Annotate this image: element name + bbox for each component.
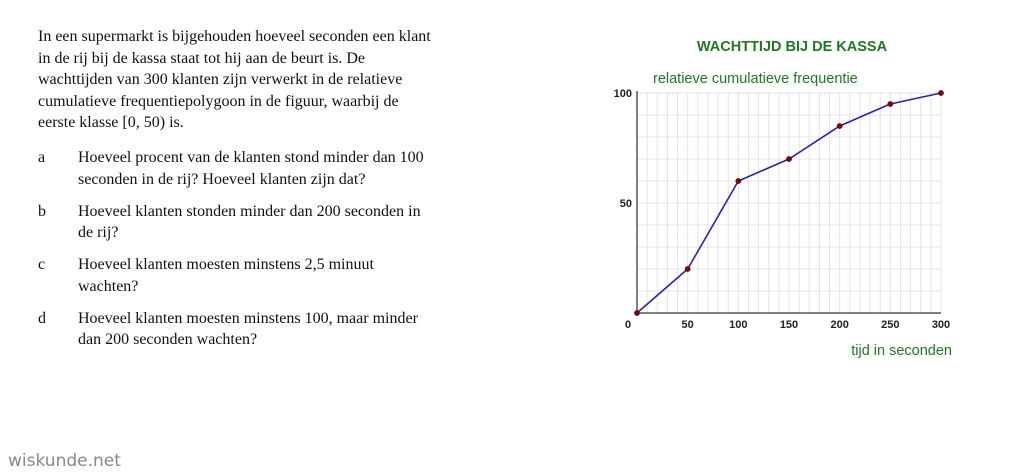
intro-paragraph: In een supermarkt is bijgehouden hoeveel seconden een klant in de rij bij de kassa staat tot hij aan de beurt is. De wachttijden van 300 klanten zijn verwerkt in de relatieve cumulatieve frequentiepolygoon in de figuur, waarbij de eerste klasse [0, 50) is.	[38, 28, 431, 131]
question-text: Hoeveel procent van de klanten stond minder dan 100 seconden in de rij? Hoeveel klanten zijn dat?	[78, 149, 424, 188]
y-tick-label: 100	[613, 88, 632, 100]
x-tick-label: 200	[830, 319, 849, 331]
question-letter: c	[38, 256, 46, 273]
data-point	[736, 178, 741, 183]
question-letter: a	[38, 149, 46, 166]
y-axis-label: relatieve cumulatieve frequentie	[653, 71, 858, 87]
data-point	[634, 310, 639, 315]
question-list	[38, 147, 438, 361]
cumulative-frequency-chart	[600, 30, 1000, 370]
y-tick-labels	[614, 88, 632, 210]
x-tick-label: 150	[779, 319, 799, 331]
site-watermark: wiskunde.net	[8, 451, 121, 471]
question-b	[38, 201, 438, 244]
question-c	[38, 254, 438, 297]
data-point	[888, 101, 893, 106]
question-text: Hoeveel klanten stonden minder dan 200 seconden in de rij?	[78, 202, 421, 241]
data-point	[938, 90, 943, 95]
x-axis-label: tijd in seconden	[851, 343, 952, 359]
x-tick-label: 100	[729, 319, 748, 331]
x-tick-label: 50	[681, 319, 694, 331]
question-text: Hoeveel klanten moesten minstens 2,5 minuut wachten?	[78, 256, 374, 295]
question-d	[38, 308, 438, 351]
question-letter: d	[38, 309, 46, 327]
question-letter: b	[38, 202, 46, 220]
data-point	[786, 156, 791, 161]
y-tick-label: 50	[619, 198, 632, 210]
x-tick-labels	[625, 319, 950, 331]
x-tick-label: 250	[881, 319, 900, 331]
chart-grid	[637, 93, 941, 313]
question-a	[38, 147, 438, 190]
data-point	[837, 123, 842, 128]
data-point	[685, 266, 690, 271]
question-text: Hoeveel klanten moesten minstens 100, maar minder dan 200 seconden wachten?	[78, 309, 418, 348]
x-tick-label: 0	[624, 319, 632, 331]
x-tick-label: 300	[931, 319, 951, 331]
chart-title: WACHTTIJD BIJ DE KASSA	[696, 39, 888, 55]
